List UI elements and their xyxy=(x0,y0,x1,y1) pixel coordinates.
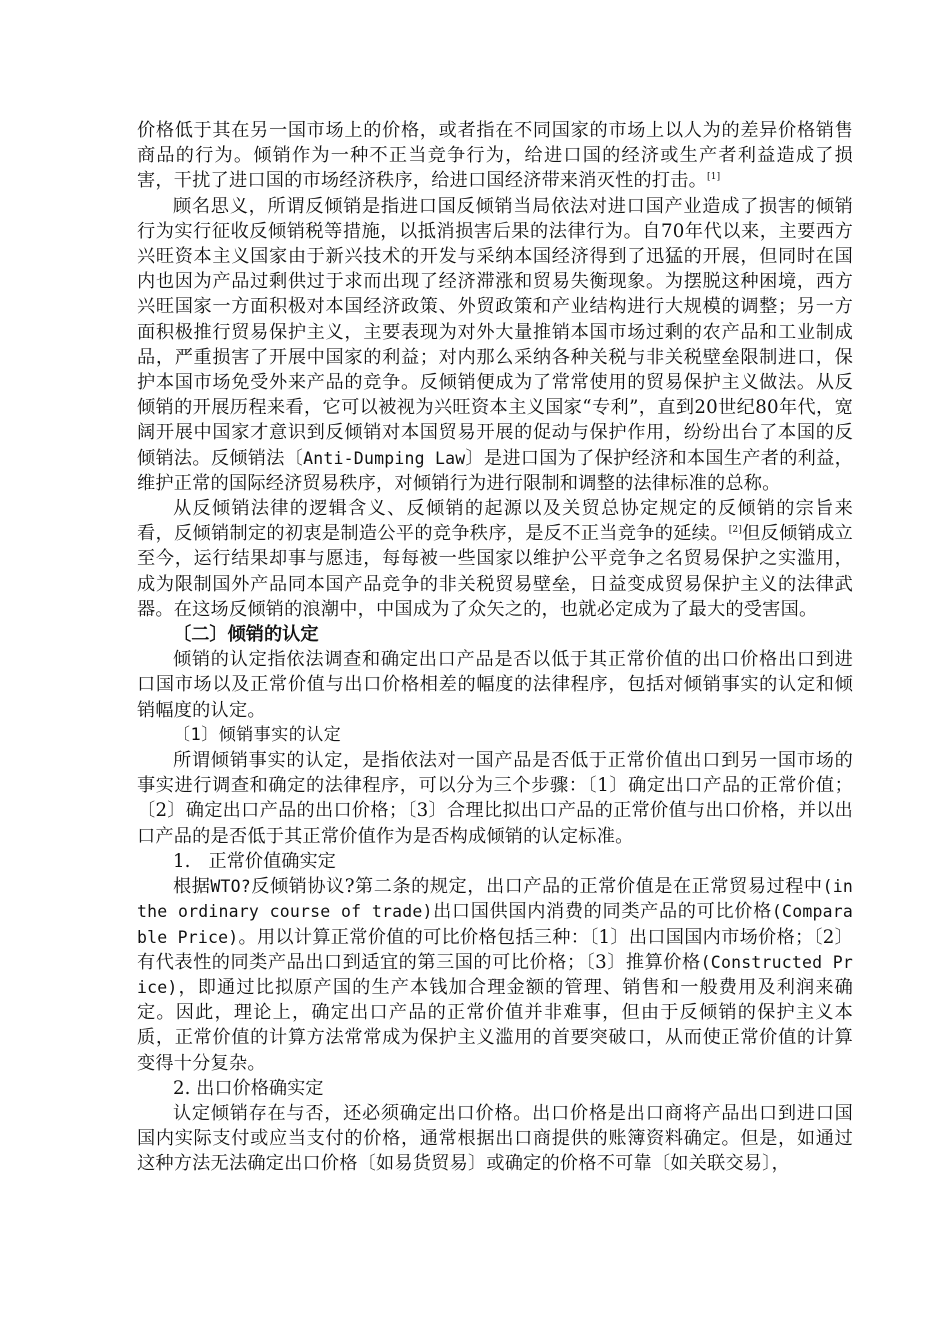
paragraph-anti-dumping-purpose xyxy=(137,496,853,622)
paragraph-text: 反倾销协议?第二条的规定，出口产品的正常价值是在正常贸易过程中 xyxy=(250,876,823,898)
section-heading-dumping-determination: 〔二〕倾销的认定 xyxy=(173,624,319,646)
paragraph-dumping-definition xyxy=(137,118,853,194)
paragraph-export-price: 认定倾销存在与否，还必须确定出口价格。出口价格是出口商将产品出口到进口国国内实际支付或应当支付的价格，通常根据出口商提供的账簿资料确定。但是，如通过这种方法无法确定出口价格〔如易货贸易〕或确定的价格不可靠〔如关联交易〕， xyxy=(137,1102,853,1175)
numbered-heading-normal-value: 1. 正常价值确实定 xyxy=(173,850,336,872)
paragraph-text: 。用以计算正常价值的可比价格包括三种：〔1〕出口国国内市场价格；〔2〕有代表性的同类产品出口到适宜的第三国的可比价格；〔3〕推算价格 xyxy=(137,926,853,973)
paragraph-text: 但反倾销成立至今，运行结果却事与愿违，每每被一些国家以维护公平竞争之名贸易保护之实滥用，成为限制国外产品同本国产品竞争的非关税贸易壁垒，日益变成贸易保护主义的法律武器。在这场反倾销的浪潮中，中国成为了众矢之的，也就必定成为了最大的受害国。 xyxy=(137,523,854,620)
footnote-ref-1: [1] xyxy=(707,172,721,183)
paragraph-text: 从反倾销法律的逻辑含义、反倾销的起源以及关贸总协定规定的反倾销的宗旨来看，反倾销制定的初衷是制造公平的竞争秩序，是反不正当竞争的延续。 xyxy=(137,498,853,545)
paragraph-text: ，即通过比拟原产国的生产本钱加合理金额的管理、销售和一般费用及利润来确定。因此，理论上，确定出口产品的正常价值并非难事，但由于反倾销的保护主义本质，正常价值的计算方法常常成为保护主义滥用的首要突破口，从而使正常价值的计算变得十分复杂。 xyxy=(137,976,853,1074)
document-page xyxy=(137,118,853,1177)
subsection-heading-dumping-fact: 〔1〕倾销事实的认定 xyxy=(173,724,342,745)
footnote-ref-2: [2] xyxy=(728,525,743,536)
paragraph-text: 根据 xyxy=(173,876,211,898)
paragraph-text: 出口国供国内消费的同类产品的可比价格 xyxy=(432,901,772,923)
wto-term: WTO? xyxy=(210,877,251,897)
comparable-price-term: (Comparable Price) xyxy=(137,902,853,947)
paragraph-normal-value xyxy=(137,874,853,1076)
numbered-heading-export-price: 2. 出口价格确实定 xyxy=(173,1077,324,1099)
paragraph-text: 顾名思义，所谓反倾销是指进口国反倾销当局依法对进口国产业造成了损害的倾销行为实行征收反倾销税等措施，以抵消损害后果的法律行为。自70年代以来，主要西方兴旺资本主义国家由于新兴技术的开发与采纳本国经济得到了迅猛的开展，但同时在国内也因为产品过剩供过于求而出现了经济滞涨和贸易失衡现象。为摆脱这种困境，西方兴旺国家一方面积极对本国经济政策、外贸政策和产业结构进行大规模的调整；另一方面积极推行贸易保护主义，主要表现为对外大量推销本国市场过剩的农产品和工业制成品，严重损害了开展中国家的利益；对内那么采纳各种关税与非关税壁垒限制进口，保护本国市场免受外来产品的竞争。反倾销便成为了常常使用的贸易保护主义做法。从反倾销的开展历程来看，它可以被视为兴旺资本主义国家“专利”，直到20世纪80年代，宽阔开展中国家才意识到反倾销对本国贸易开展的促动与保护作用，纷纷出台了本国的反倾销法。反倾销法〔 xyxy=(137,195,853,469)
paragraph-text: 〕是进口国为了保护经济和本国生产者的利益，维护正常的国际经济贸易秩序，对倾销行为进行限制和调整的法律标准的总称。 xyxy=(137,447,853,494)
paragraph-dumping-fact: 所谓倾销事实的认定，是指依法对一国产品是否低于正常价值出口到另一国市场的事实进行调查和确定的法律程序，可以分为三个步骤：〔1〕确定出口产品的正常价值；〔2〕确定出口产品的出口价格；〔3〕合理比拟出口产品的正常价值与出口价格，并以出口产品的是否低于其正常价值作为是否构成倾销的认定标准。 xyxy=(137,750,853,847)
paragraph-text: 价格低于其在另一国市场上的价格，或者指在不同国家的市场上以人为的差异价格销售商品的行为。倾销作为一种不正当竞争行为，给进口国的经济或生产者利益造成了损害，干扰了进口国的市场经济秩序，给进口国经济带来消灭性的打击。 xyxy=(137,120,853,192)
paragraph-determination-definition: 倾销的认定指依法调查和确定出口产品是否以低于其正常价值的出口价格出口到进口国市场以及正常价值与出口价格相差的幅度的法律程序，包括对倾销事实的认定和倾销幅度的认定。 xyxy=(137,649,853,721)
constructed-price-term: (Constructed Price) xyxy=(137,952,853,997)
paragraph-anti-dumping-history xyxy=(137,194,853,496)
ordinary-course-term: (in the ordinary course of trade) xyxy=(137,877,853,922)
anti-dumping-law-term: Anti-Dumping Law xyxy=(303,448,466,468)
